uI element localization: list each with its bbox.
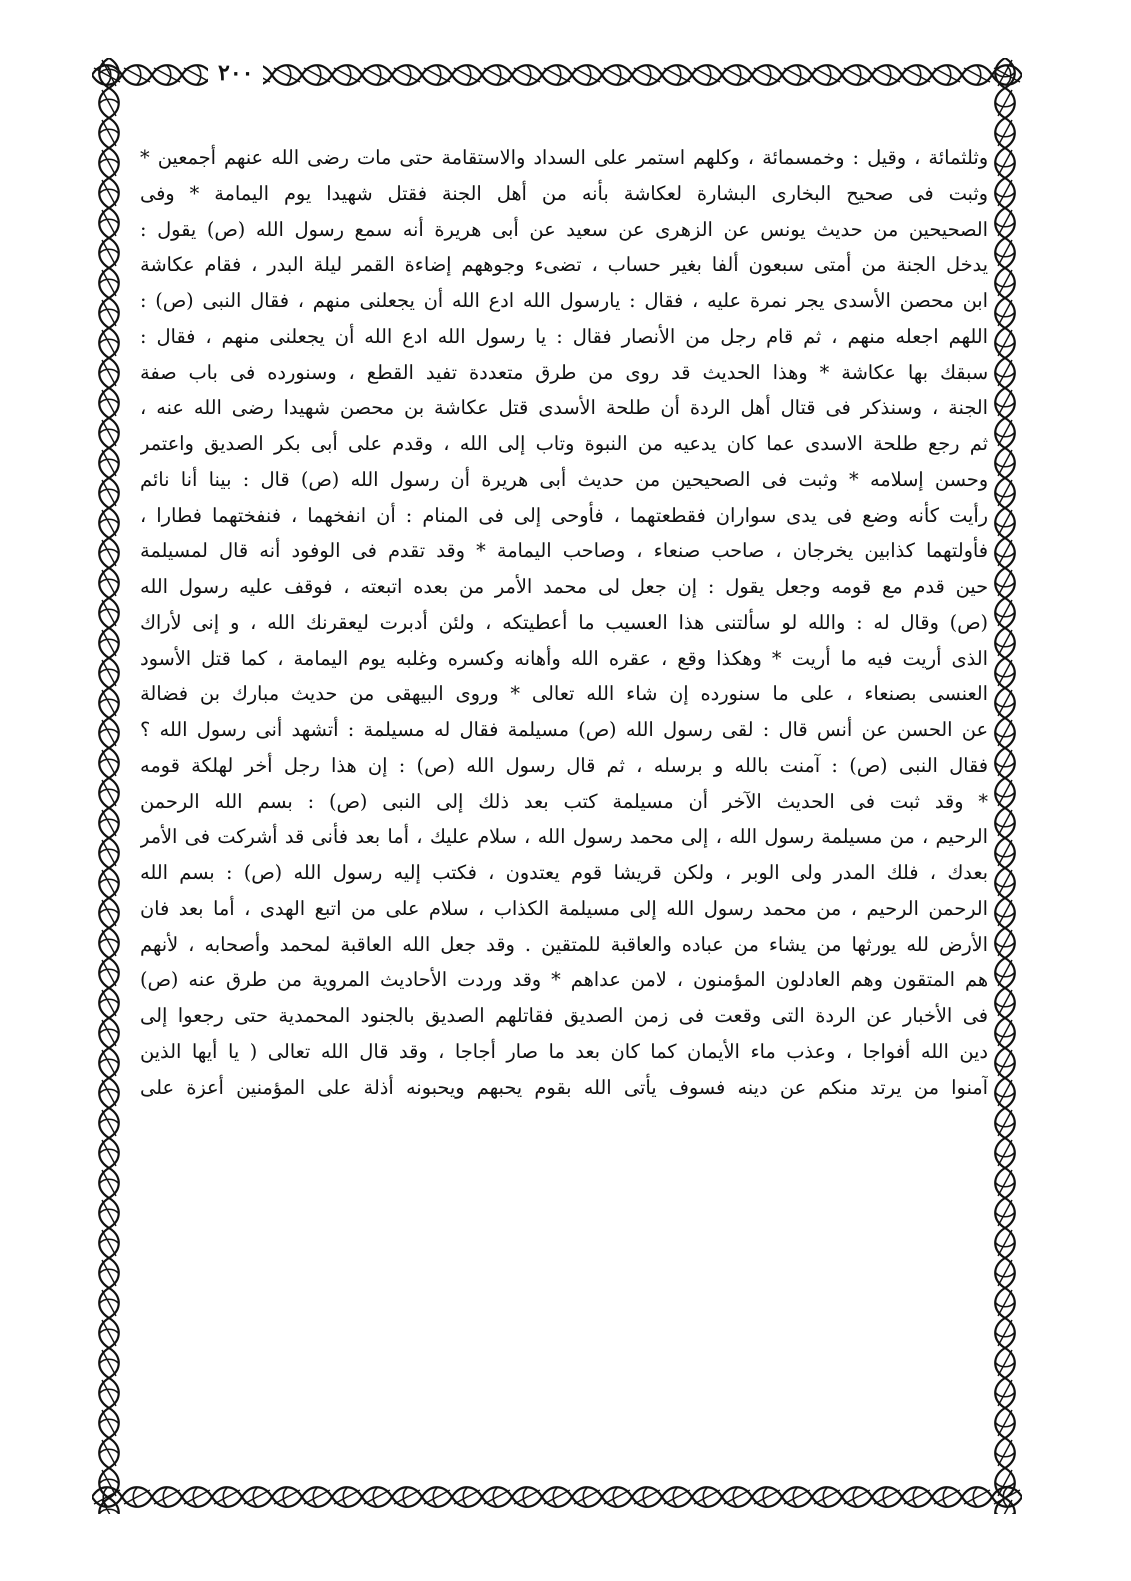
text-line-25: فى الأخبار عن الردة التى وقعت فى زمن الصديق فقاتلهم الصديق بالجنود المحمدية حتى رجعوا إلى (140, 1004, 988, 1027)
text-line-12: فأولتهما كذابين يخرجان ، صاحب صنعاء ، وصاحب اليمامة * وقد تقدم فى الوفود أنه قال لمسيلمة (140, 539, 988, 563)
rope-border-right (988, 58, 1022, 1514)
text-line-9: ثم رجع طلحة الاسدى عما كان يدعيه من النبوة وتاب إلى الله ، وقدم على أبى بكر الصديق واعتمر (140, 432, 988, 455)
text-line-6: اللهم اجعله منهم ، ثم قام رجل من الأنصار فقال : يا رسول الله ادع الله أن يجعلنى منهم ، فقال : (140, 324, 988, 348)
text-line-22: الرحمن الرحيم ، من محمد رسول الله إلى مسيلمة الكذاب ، سلام على من اتبع الهدى ، أما بعد فان (140, 896, 988, 920)
text-line-26: دين الله أفواجا ، وعذب ماء الأيمان كما كان بعد ما صار أجاجا ، وقد قال الله تعالى ( يا أيها الذين (140, 1039, 988, 1063)
page-number: ٢٠٠ (208, 58, 263, 88)
text-line-5: ابن محصن الأسدى يجر نمرة عليه ، فقال : يارسول الله ادع الله أن يجعلنى منهم ، فقال النبى (ص) : (140, 289, 988, 312)
text-line-23: الأرض لله يورثها من يشاء من عباده والعاقبة للمتقين . وقد جعل الله العاقبة لمحمد وأصحابه ، لأنهم (140, 932, 988, 956)
text-line-16: العنسى بصنعاء ، على ما سنورده إن شاء الله تعالى * وروى البيهقى من حديث مبارك بن فضالة (140, 682, 988, 706)
text-line-11: رأيت كأنه وضع فى يدى سواران فقطعتهما ، فأوحى إلى فى المنام : أن انفخهما ، فنفختهما فطارا ، (140, 503, 988, 527)
text-line-17: عن الحسن عن أنس قال : لقى رسول الله (ص) مسيلمة فقال له مسيلمة : أتشهد أنى رسول الله ؟ (140, 718, 988, 741)
text-line-1: وثلثمائة ، وقيل : وخمسمائة ، وكلهم استمر على السداد والاستقامة حتى مات رضى الله عنهم أجمعين * (140, 146, 988, 169)
text-line-21: بعدك ، فلك المدر ولى الوبر ، ولكن قريشا قوم يعتدون ، فكتب إليه رسول الله (ص) : بسم الله (140, 861, 988, 884)
text-line-4: يدخل الجنة من أمتى سبعون ألفا بغير حساب ، تضىء وجوههم إضاءة القمر ليلة البدر ، فقام عكاشة (140, 253, 988, 277)
rope-border-bottom (92, 1480, 1022, 1514)
text-line-20: الرحيم ، من مسيلمة رسول الله ، إلى محمد رسول الله ، سلام عليك ، أما بعد فأنى قد أشركت فى الأمر (140, 825, 988, 849)
text-line-19: * وقد ثبت فى الحديث الآخر أن مسيلمة كتب بعد ذلك إلى النبى (ص) : بسم الله الرحمن (140, 789, 988, 813)
rope-border-left (92, 58, 126, 1514)
text-line-27: آمنوا من يرتد منكم عن دينه فسوف يأتى الله بقوم يحبهم ويحبونه أذلة على المؤمنين أعزة على (140, 1075, 988, 1099)
text-line-7: سبقك بها عكاشة * وهذا الحديث قد روى من طرق متعددة تفيد القطع ، وسنورده فى باب صفة (140, 360, 988, 384)
text-line-13: حين قدم مع قومه وجعل يقول : إن جعل لى محمد الأمر من بعده اتبعته ، فوقف عليه رسول الله (140, 575, 988, 598)
text-line-15: الذى أريت فيه ما أريت * وهكذا وقع ، عقره الله وأهانه وكسره وغلبه يوم اليمامة ، كما قتل الأسود (140, 646, 988, 670)
text-line-18: فقال النبى (ص) : آمنت بالله و برسله ، ثم قال رسول الله (ص) : إن هذا رجل أخر لهلكة قومه (140, 753, 988, 777)
text-line-10: وحسن إسلامه * وثبت فى الصحيحين من حديث أبى هريرة أن رسول الله (ص) قال : بينا أنا نائم (140, 467, 988, 491)
text-line-3: الصحيحين من حديث يونس عن الزهرى عن سعيد عن أبى هريرة أنه سمع رسول الله (ص) يقول : (140, 217, 988, 241)
page-body-text (140, 140, 988, 1460)
text-line-2: وثبت فى صحيح البخارى البشارة لعكاشة بأنه من أهل الجنة فقتل شهيدا يوم اليمامة * وفى (140, 181, 988, 205)
text-line-8: الجنة ، وسنذكر فى قتال أهل الردة أن طلحة الأسدى قتل عكاشة بن محصن شهيدا رضى الله عنه ، (140, 396, 988, 420)
text-line-24: هم المتقون وهم العادلون المؤمنون ، لامن عداهم * وقد وردت الأحاديث المروية من طرق عنه (ص) (140, 968, 988, 992)
text-line-14: (ص) وقال له : والله لو سألتنى هذا العسيب ما أعطيتكه ، ولئن أدبرت ليعقرنك الله ، و إنى لأراك (140, 610, 988, 634)
